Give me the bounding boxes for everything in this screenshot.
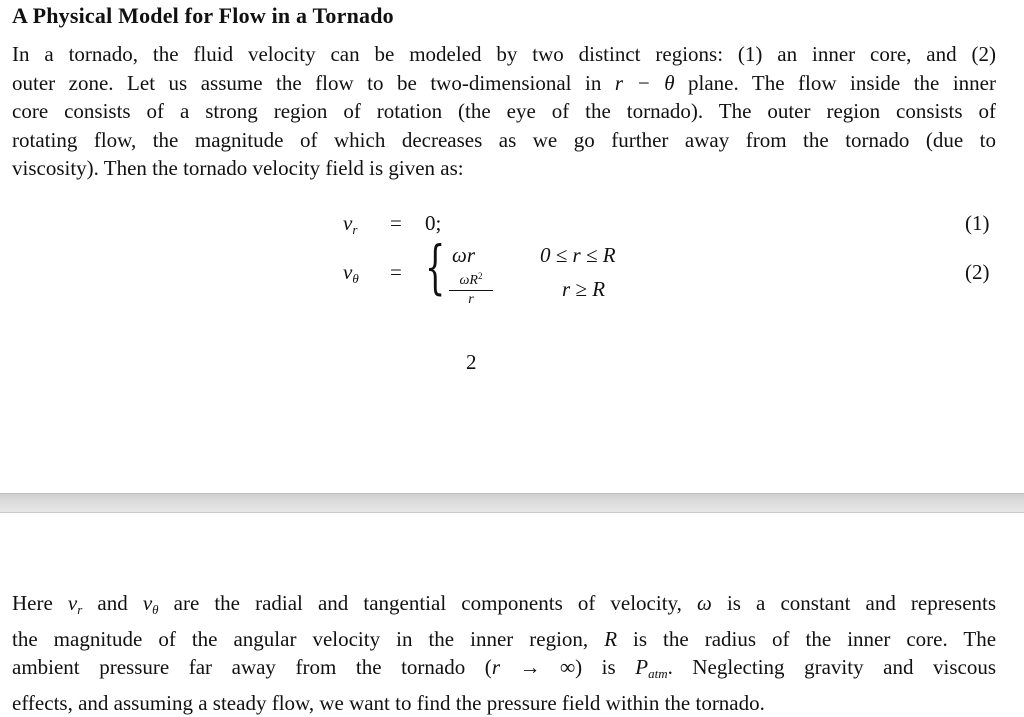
equation-1-equals: =	[390, 211, 402, 235]
equation-2-case1-expr: ωr	[452, 243, 475, 267]
outro-line: Here $v_r$ and $v_\theta$ are the radial and tangential components of velocity, ω is a constant and represents	[12, 591, 997, 617]
outro-line: effects, and assuming a steady flow, we want to find the pressure field within the tornado.	[12, 690, 765, 715]
outro-line: the magnitude of the angular velocity in the inner region, R is the radius of the inner core. The	[12, 626, 997, 651]
outro-line: ambient pressure far away from the tornado (r → ∞) is $P_{atm}$. Neglecting gravity and viscous	[12, 655, 997, 682]
page-number: 2	[466, 350, 477, 374]
equation-2: $v_\theta$	[343, 260, 359, 286]
intro-paragraph	[12, 40, 996, 183]
intro-line: viscosity). Then the tornado velocity field is given as:	[12, 156, 464, 181]
equation-2-number: (2)	[965, 260, 990, 284]
equation-2-case2-cond: r ≥ R	[562, 277, 606, 301]
page-separator	[0, 493, 1024, 513]
equation-2-case1-cond: 0 ≤ r ≤ R	[540, 243, 616, 267]
equation-2-brace: {	[425, 233, 446, 301]
document-title: A Physical Model for Flow in a Tornado	[12, 3, 394, 28]
math-inline: r − θ	[614, 70, 675, 95]
equation-1: $v_r$	[343, 211, 358, 237]
equation-1-number: (1)	[965, 211, 990, 235]
intro-line: In a tornado, the fluid velocity can be modeled by two distinct regions: (1) an inner core, and (2)	[12, 42, 996, 66]
outro-paragraph	[12, 589, 996, 717]
equation-1-rhs: 0;	[425, 211, 442, 235]
intro-line: outer zone. Let us assume the flow to be two-dimensional in r − θ plane. The flow inside the inner	[12, 70, 996, 95]
intro-line: rotating flow, the magnitude of which decreases as we go further away from the tornado (due to	[12, 127, 996, 152]
equation-2-case2-fraction: $\frac{\omega R^2}{r}$	[449, 271, 493, 308]
intro-line: core consists of a strong region of rotation (the eye of the tornado). The outer region consists of	[12, 99, 996, 124]
equation-2-equals: =	[390, 260, 402, 284]
